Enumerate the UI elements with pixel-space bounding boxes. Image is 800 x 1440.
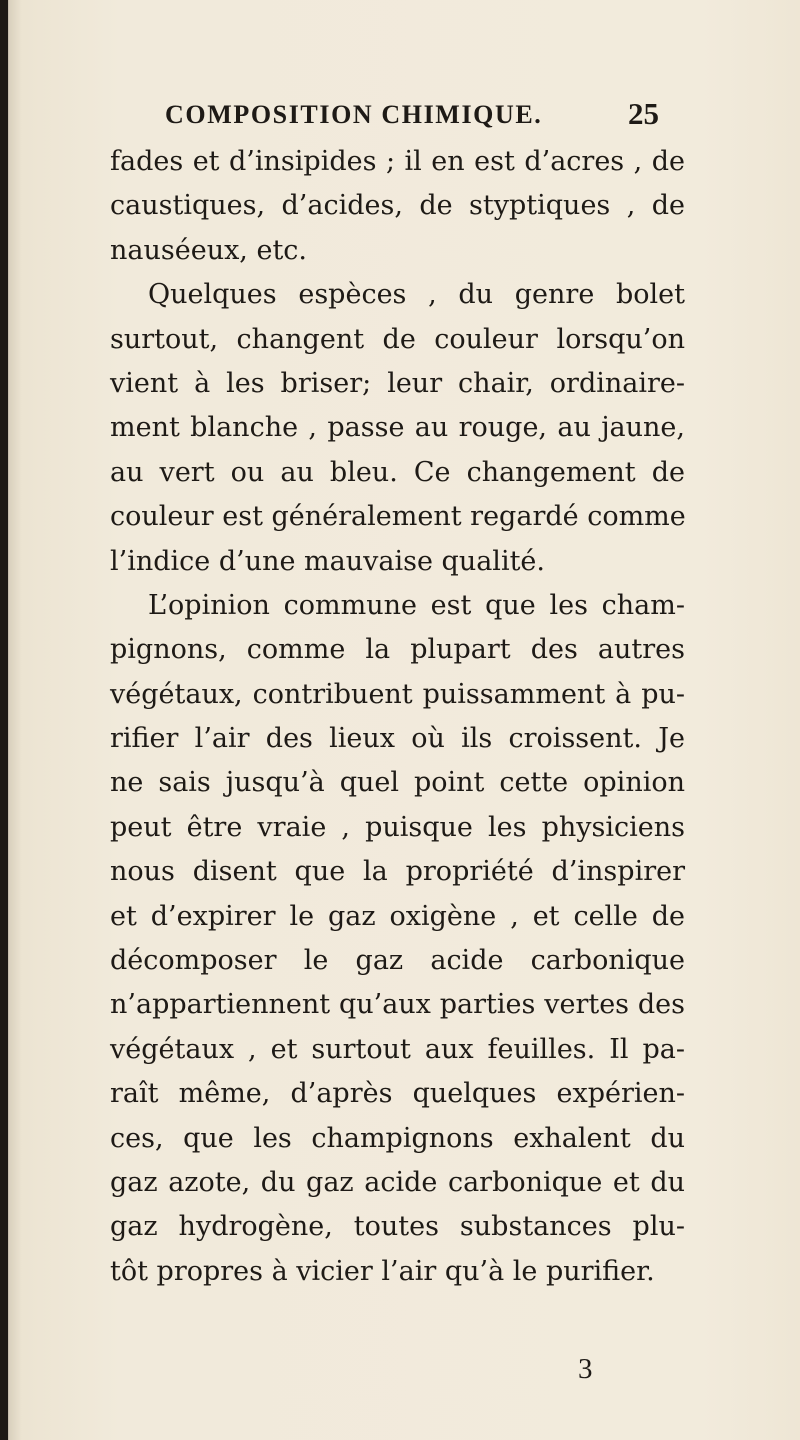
signature-mark: 3 (578, 1353, 593, 1385)
text-line: végétaux , et surtout aux feuilles. Il pa- (110, 1033, 685, 1065)
text-line: surtout, changent de couleur lorsqu’on (110, 323, 685, 355)
text-line: ment blanche , passe au rouge, au jaune, (110, 412, 685, 444)
text-line: caustiques, d’acides, de styptiques , de (110, 190, 685, 222)
text-line: pignons, comme la plupart des autres (110, 634, 685, 666)
page-binding-edge (0, 0, 8, 1440)
page-number: 25 (628, 96, 659, 131)
text-line: n’appartiennent qu’aux parties vertes des (110, 989, 685, 1021)
text-line: ne sais jusqu’à quel point cette opinion (110, 767, 685, 799)
text-line: gaz hydrogène, toutes substances plu- (110, 1211, 685, 1243)
text-line: rifier l’air des lieux où ils croissent. Je (110, 723, 685, 755)
text-line: fades et d’insipides ; il en est d’acres , de (110, 146, 685, 177)
text-line: L’opinion commune est que les cham- (148, 589, 685, 621)
text-line: et d’expirer le gaz oxigène , et celle de (110, 900, 685, 932)
text-line: décomposer le gaz acide carbonique (110, 945, 685, 977)
text-line: ces, que les champignons exhalent du (110, 1122, 685, 1154)
page-header (165, 96, 659, 140)
text-line: couleur est généralement regardé comme (110, 501, 686, 533)
running-title: COMPOSITION CHIMIQUE. (165, 100, 543, 129)
text-line: nous disent que la propriété d’inspirer (110, 856, 685, 888)
text-line: tôt propres à vicier l’air qu’à le purifier. (110, 1255, 655, 1287)
text-line: l’indice d’une mauvaise qualité. (110, 545, 545, 577)
body-text (110, 140, 685, 1294)
text-line: gaz azote, du gaz acide carbonique et du (110, 1166, 685, 1198)
text-line: végétaux, contribuent puissamment à pu- (110, 678, 685, 710)
text-line: vient à les briser; leur chair, ordinaire- (110, 367, 685, 399)
text-line: nauséeux, etc. (110, 234, 308, 266)
text-line: au vert ou au bleu. Ce changement de (110, 456, 685, 488)
text-line: raît même, d’après quelques expérien- (110, 1078, 685, 1110)
text-line: peut être vraie , puisque les physiciens (110, 811, 685, 843)
text-line: Quelques espèces , du genre bolet (148, 279, 685, 311)
